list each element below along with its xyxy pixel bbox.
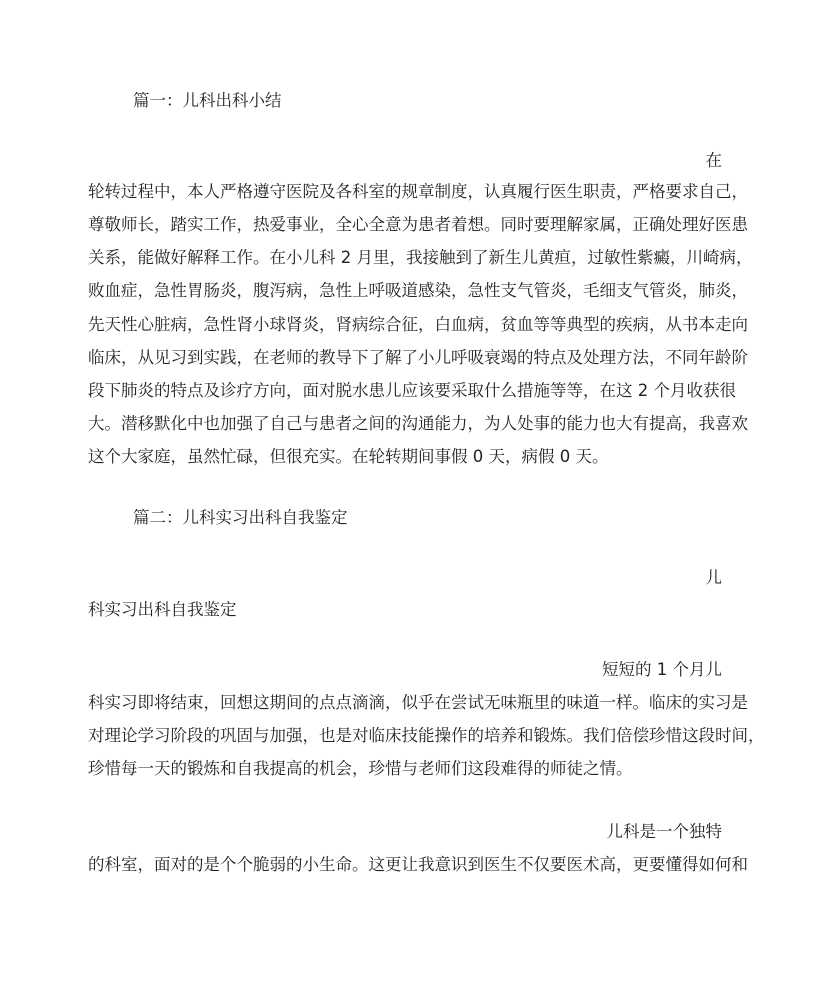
paragraph-line: 珍惜每一天的锻炼和自我提高的机会，珍惜与老师们这段难得的师徒之情。 bbox=[88, 759, 633, 778]
paragraph-line: 先天性心脏病，急性肾小球肾炎，肾病综合征，白血病，贫血等等典型的疾病，从书本走向 bbox=[88, 315, 748, 334]
paragraph-line: 尊敬师长，踏实工作，热爱事业，全心全意为患者着想。同时要理解家属，正确处理好医患 bbox=[88, 215, 748, 234]
paragraph-line: 关系，能做好解释工作。在小儿科 2 月里，我接触到了新生儿黄疸，过敏性紫癜，川崎病， bbox=[88, 248, 753, 267]
paragraph-line: 败血症，急性胃肠炎，腹泻病，急性上呼吸道感染，急性支气管炎，毛细支气管炎，肺炎， bbox=[88, 281, 748, 300]
paragraph-line: 科实习即将结束，回想这期间的点点滴滴，似乎在尝试无味瓶里的味道一样。临床的实习是 bbox=[88, 693, 748, 712]
paragraph-line: 儿科是一个独特 bbox=[606, 822, 722, 841]
section-heading: 篇一：儿科出科小结 bbox=[133, 91, 282, 110]
paragraph-line: 轮转过程中，本人严格遵守医院及各科室的规章制度，认真履行医生职责，严格要求自己， bbox=[88, 182, 748, 201]
paragraph-line: 儿 bbox=[705, 568, 722, 587]
paragraph-line: 短短的 1 个月儿 bbox=[602, 660, 722, 679]
paragraph-line: 大。潜移默化中也加强了自己与患者之间的沟通能力，为人处事的能力也大有提高，我喜欢 bbox=[88, 414, 748, 433]
paragraph-line: 在 bbox=[705, 151, 722, 170]
paragraph-line: 科实习出科自我鉴定 bbox=[88, 600, 237, 619]
paragraph-line: 对理论学习阶段的巩固与加强，也是对临床技能操作的培养和锻炼。我们倍偿珍惜这段时间， bbox=[88, 726, 765, 745]
paragraph-line: 的科室，面对的是个个脆弱的小生命。这更让我意识到医生不仅要医术高，更要懂得如何和 bbox=[88, 855, 748, 874]
paragraph-line: 段下肺炎的特点及诊疗方向，面对脱水患儿应该要采取什么措施等等，在这 2 个月收获很 bbox=[88, 381, 736, 400]
section-heading: 篇二：儿科实习出科自我鉴定 bbox=[133, 508, 348, 527]
paragraph-line: 临床，从见习到实践，在老师的教导下了解了小儿呼吸衰竭的特点及处理方法，不同年龄阶 bbox=[88, 348, 748, 367]
paragraph-line: 这个大家庭，虽然忙碌，但很充实。在轮转期间事假 0 天，病假 0 天。 bbox=[88, 447, 609, 466]
